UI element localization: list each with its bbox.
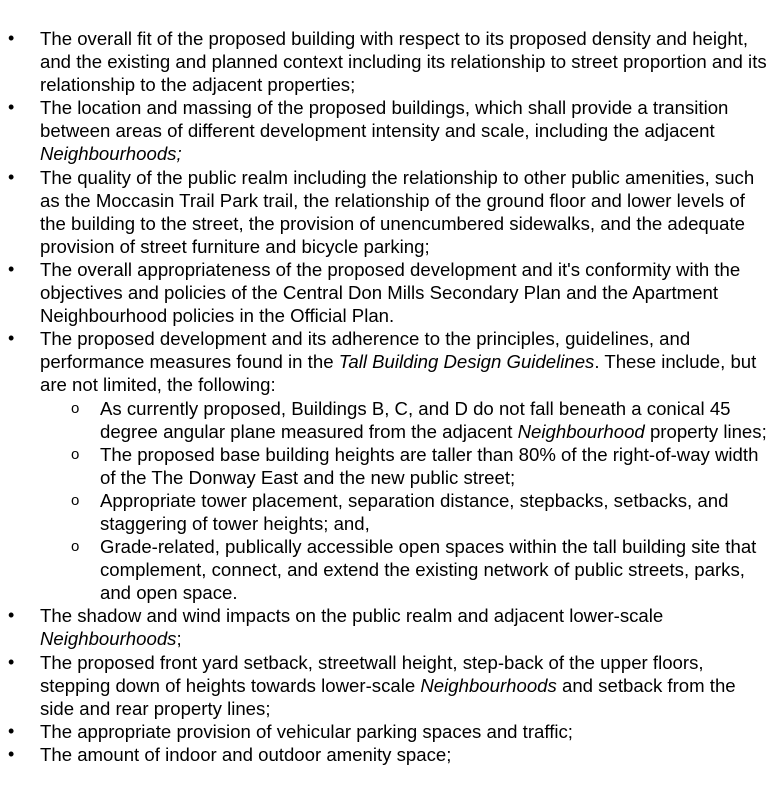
text-run: The amount of indoor and outdoor amenity space; xyxy=(40,743,452,765)
text-run: The appropriate provision of vehicular parking spaces and traffic; xyxy=(40,720,573,742)
text-run: . These include, but are not limited, the following: xyxy=(40,351,757,396)
text-run: ; xyxy=(176,628,182,650)
list-item-text xyxy=(40,28,767,95)
text-run: As currently proposed, Buildings B, C, and D do not fall beneath a conical 45 degree angular plane measured from the adjacent xyxy=(100,397,731,442)
sub-list-item xyxy=(0,443,783,489)
bullet-icon: • xyxy=(8,258,15,279)
list-item xyxy=(0,743,783,766)
text-run: The shadow and wind impacts on the public realm and adjacent lower-scale xyxy=(40,605,664,627)
bullet-icon: • xyxy=(8,28,15,48)
bullet-icon: • xyxy=(8,720,15,741)
italic-text: Neighbourhoods; xyxy=(40,143,182,165)
italic-text: Tall Building Design Guidelines xyxy=(338,351,595,373)
bullet-icon: • xyxy=(8,605,15,626)
circle-bullet-icon: o xyxy=(71,445,80,463)
bullet-icon: • xyxy=(8,743,15,764)
list-item-text xyxy=(40,259,740,326)
sub-list-item-text xyxy=(100,398,767,442)
list-item xyxy=(0,96,783,165)
text-run: Grade-related, publically accessible open spaces within the tall building site that complement, connect, and extend the existing network of public streets, parks, and open space. xyxy=(100,536,757,604)
sub-list-item-text xyxy=(100,490,728,534)
bullet-icon: • xyxy=(8,166,15,187)
circle-bullet-icon: o xyxy=(71,491,80,509)
sub-list-item xyxy=(0,535,783,604)
sub-list-item-text xyxy=(100,536,756,603)
list-item-text xyxy=(40,721,573,742)
bullet-icon: • xyxy=(8,651,15,672)
text-run: The overall fit of the proposed building with respect to its proposed density and height, and the existing and planned context including its relationship to street proportion and its relationship to the adjacent properties; xyxy=(40,28,767,96)
list-item xyxy=(0,258,783,327)
list-item-text xyxy=(40,605,663,649)
list-item-text xyxy=(40,167,754,257)
text-run: Appropriate tower placement, separation distance, stepbacks, setbacks, and staggering of tower heights; and, xyxy=(100,489,729,534)
list-item-text xyxy=(40,744,451,765)
list-item xyxy=(0,720,783,743)
sub-list-item xyxy=(0,489,783,535)
list-item xyxy=(0,166,783,258)
italic-text: Neighbourhoods xyxy=(40,628,177,650)
sub-list-item xyxy=(0,397,783,443)
text-run: The proposed development and its adherence to the principles, guidelines, and performance measures found in the xyxy=(40,328,691,373)
list-item-text xyxy=(40,97,728,164)
text-run: The location and massing of the proposed buildings, which shall provide a transition between areas of different development intensity and scale, including the adjacent xyxy=(40,97,729,142)
italic-text: Neighbourhood xyxy=(517,420,645,442)
list-item-text xyxy=(40,328,756,395)
list-item xyxy=(0,27,783,96)
text-run: The proposed base building heights are taller than 80% of the right-of-way width of the The Donway East and the new public street; xyxy=(100,443,759,488)
list-item xyxy=(0,604,783,650)
bullet-icon: • xyxy=(8,97,15,118)
italic-text: Neighbourhoods xyxy=(420,674,557,696)
list-item xyxy=(0,327,783,396)
circle-bullet-icon: o xyxy=(71,399,80,417)
bullet-icon: • xyxy=(8,328,15,349)
text-run: The overall appropriateness of the proposed development and it's conformity with the objectives and policies of the Central Don Mills Secondary Plan and the Apartment Neighbourhood policies in the Official Plan. xyxy=(40,258,741,327)
text-run: The quality of the public realm including the relationship to other public amenities, such as the Moccasin Trail Park trail, the relationship of the ground floor and lower levels of the building to the street, the provision of unencumbered sidewalks, and the adequate provision of street furniture and bicycle parking; xyxy=(40,166,755,257)
text-run: property lines; xyxy=(644,420,767,442)
sub-list-item-text xyxy=(100,444,758,488)
circle-bullet-icon: o xyxy=(71,538,80,556)
list-item-text xyxy=(40,652,736,719)
bullet-list xyxy=(0,27,783,766)
text-run: and setback from the side and rear property lines; xyxy=(40,674,736,719)
text-run: The proposed front yard setback, streetwall height, step-back of the upper floors, stepping down of heights towards lower-scale xyxy=(40,651,704,696)
list-item xyxy=(0,651,783,720)
